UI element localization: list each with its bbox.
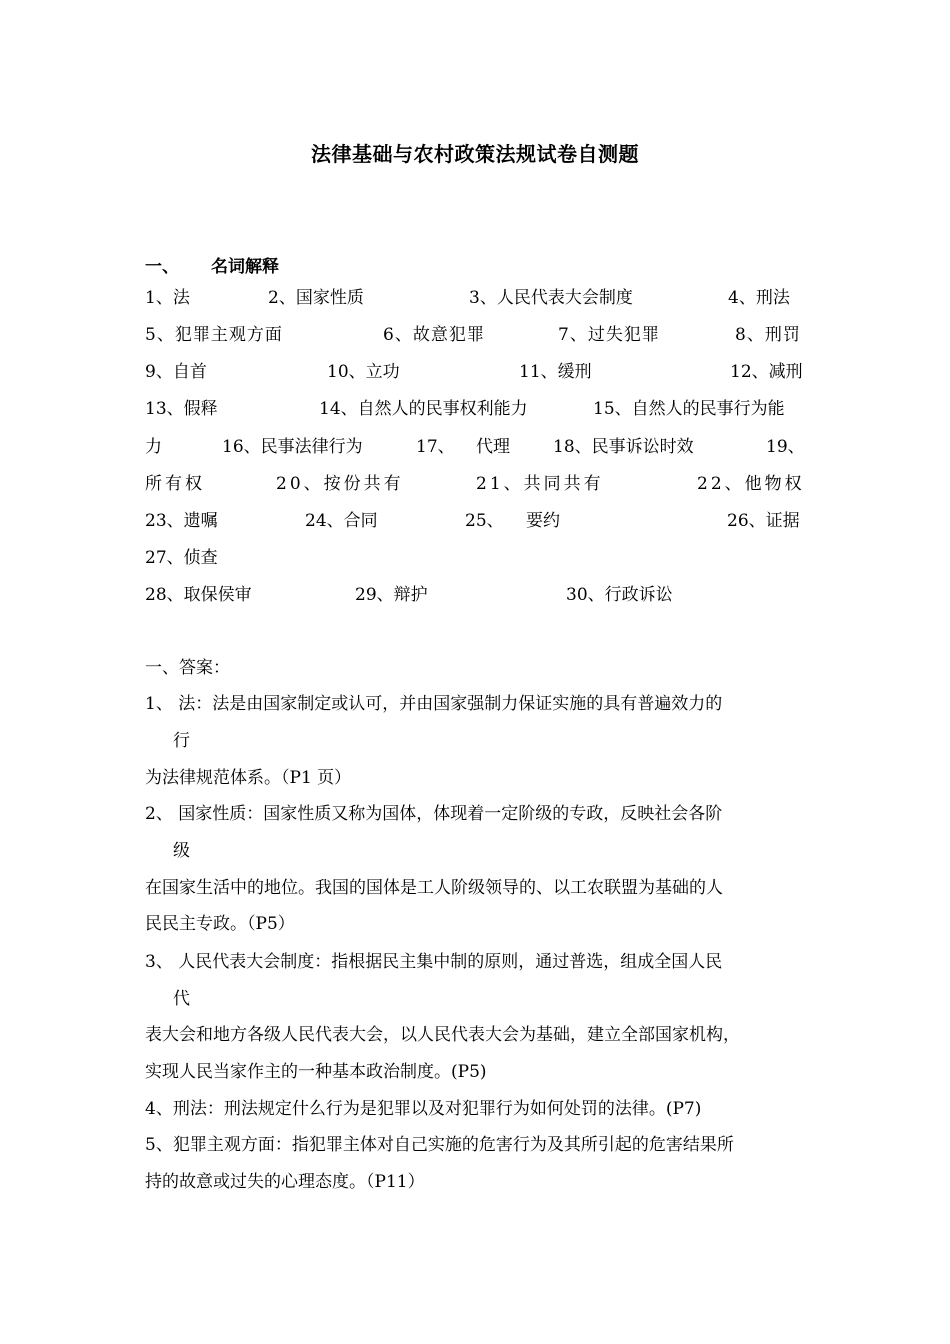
- answer-line: 3、 人民代表大会制度：指根据民主集中制的原则，通过普选，组成全国人民: [145, 952, 723, 972]
- term-item: 12、减刑: [730, 362, 803, 382]
- term-item: 4、刑法: [728, 288, 790, 308]
- document-title: 法律基础与农村政策法规试卷自测题: [311, 142, 639, 166]
- term-item: 8、刑罚: [735, 325, 801, 345]
- term-item: 6、故意犯罪: [383, 325, 485, 345]
- answer-line: 实现人民当家作主的一种基本政治制度。(P5): [145, 1062, 487, 1082]
- term-item: 7、过失犯罪: [558, 325, 660, 345]
- answer-line: 民民主专政。（P5）: [145, 914, 295, 934]
- term-item: 15、自然人的民事行为能: [593, 399, 785, 419]
- term-item: 25、: [465, 511, 504, 531]
- section-heading: [145, 252, 279, 277]
- term-item: 28、取保侯审: [145, 585, 252, 605]
- answer-line: 为法律规范体系。（P1 页）: [145, 768, 352, 788]
- term-item: 代理: [476, 437, 510, 457]
- term-item: 22、他物权: [697, 474, 805, 494]
- answer-line: 行: [173, 731, 190, 751]
- answer-line: 4、刑法：刑法规定什么行为是犯罪以及对犯罪行为如何处罚的法律。(P7): [145, 1099, 702, 1119]
- term-item: 要约: [526, 511, 560, 531]
- term-item: 11、缓刑: [519, 362, 592, 382]
- term-item: 30、行政诉讼: [566, 585, 673, 605]
- term-item: 29、辩护: [355, 585, 428, 605]
- answer-line: 2、 国家性质：国家性质又称为国体，体现着一定阶级的专政，反映社会各阶: [145, 804, 723, 824]
- term-item: 19、: [766, 437, 805, 457]
- term-item: 16、民事法律行为: [222, 437, 363, 457]
- answer-line: 持的故意或过失的心理态度。（P11）: [145, 1172, 425, 1192]
- term-item: 14、自然人的民事权利能力: [319, 399, 528, 419]
- term-item: 26、证据: [727, 511, 800, 531]
- term-item: 1、法: [145, 288, 190, 308]
- section-title: 名词解释: [211, 257, 279, 277]
- term-item: 13、假释: [145, 399, 218, 419]
- term-item: 10、立功: [327, 362, 400, 382]
- answer-line: 级: [173, 841, 190, 861]
- answer-line: 5、犯罪主观方面：指犯罪主体对自己实施的危害行为及其所引起的危害结果所: [145, 1135, 734, 1155]
- term-item: 9、自首: [145, 362, 207, 382]
- term-item: 17、: [416, 437, 455, 457]
- term-item: 20、按份共有: [276, 474, 404, 494]
- term-item: 24、合同: [305, 511, 378, 531]
- term-item: 23、遗嘱: [145, 511, 218, 531]
- answers-heading: 一、答案：: [145, 658, 230, 678]
- term-item: 2、国家性质: [268, 288, 364, 308]
- term-item: 3、人民代表大会制度: [469, 288, 633, 308]
- term-item: 所有权: [145, 474, 205, 494]
- term-item: 27、侦查: [145, 548, 218, 568]
- section-number: 一、: [145, 257, 179, 277]
- answer-line: 代: [173, 989, 190, 1009]
- term-item: 5、犯罪主观方面: [145, 325, 283, 345]
- answer-line: 表大会和地方各级人民代表大会，以人民代表大会为基础，建立全部国家机构，: [145, 1025, 740, 1045]
- term-item: 21、共同共有: [476, 474, 604, 494]
- term-item: 18、民事诉讼时效: [553, 437, 694, 457]
- answer-line: 在国家生活中的地位。我国的国体是工人阶级领导的、以工农联盟为基础的人: [145, 878, 723, 898]
- answer-line: 1、 法：法是由国家制定或认可，并由国家强制力保证实施的具有普遍效力的: [145, 694, 723, 714]
- term-item: 力: [145, 437, 162, 457]
